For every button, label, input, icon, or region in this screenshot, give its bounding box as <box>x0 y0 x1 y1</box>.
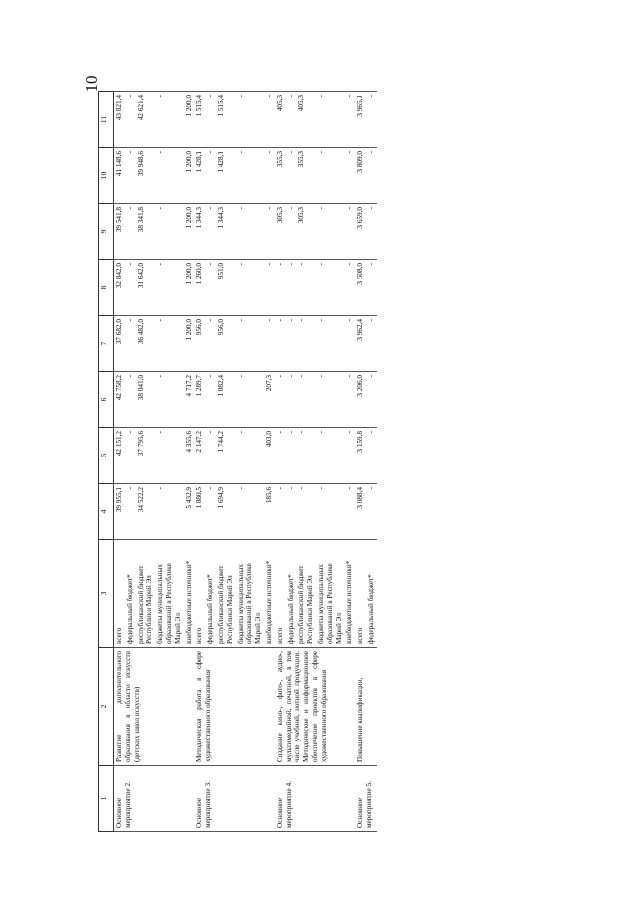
amount-cell: - <box>296 484 316 540</box>
funding-source-cell: республиканский бюджет Республики Марий Эл <box>216 540 236 648</box>
amount-cell: - <box>236 484 264 540</box>
amount-cell: - <box>155 316 183 372</box>
amount-cell: - <box>155 260 183 316</box>
funding-source-cell: федеральный бюджет* <box>366 540 377 648</box>
amount-cell: - <box>286 260 297 316</box>
amount-cell: - <box>205 372 216 428</box>
amount-cell: 3 159,8 <box>355 428 366 484</box>
amount-cell: - <box>275 428 286 484</box>
funding-source-cell: федеральный бюджет* <box>286 540 297 648</box>
amount-cell: 42 758,2 <box>114 372 125 428</box>
amount-cell: - <box>366 484 377 540</box>
amount-cell: - <box>316 372 344 428</box>
amount-cell: 355,3 <box>296 148 316 204</box>
column-header: 7 <box>99 316 114 372</box>
column-header: 4 <box>99 484 114 540</box>
amount-cell: - <box>155 92 183 148</box>
amount-cell: 956,0 <box>194 316 205 372</box>
amount-cell: - <box>205 428 216 484</box>
amount-cell: 2 147,2 <box>194 428 205 484</box>
amount-cell: 41 148,6 <box>114 148 125 204</box>
funding-source-cell: внебюджетные источники* <box>264 540 275 648</box>
amount-cell: - <box>236 316 264 372</box>
column-header: 6 <box>99 372 114 428</box>
amount-cell: - <box>236 260 264 316</box>
amount-cell: - <box>264 92 275 148</box>
amount-cell: 5 432,9 <box>184 484 195 540</box>
amount-cell: 34 522,2 <box>136 484 156 540</box>
amount-cell: 1 200,0 <box>184 204 195 260</box>
amount-cell: 42 151,2 <box>114 428 125 484</box>
amount-cell: - <box>275 484 286 540</box>
column-header: 10 <box>99 148 114 204</box>
amount-cell: 403,0 <box>264 428 275 484</box>
amount-cell: - <box>205 92 216 148</box>
column-header: 8 <box>99 260 114 316</box>
amount-cell: - <box>264 260 275 316</box>
funding-source-cell: федеральный бюджет* <box>125 540 136 648</box>
amount-cell: 3 809,0 <box>355 148 366 204</box>
amount-cell: - <box>155 428 183 484</box>
amount-cell: - <box>155 372 183 428</box>
table-row <box>114 92 125 832</box>
funding-source-cell: бюджеты муниципальных образований в Республике Марий Эл <box>316 540 344 648</box>
amount-cell: 405,3 <box>275 92 286 148</box>
amount-cell: - <box>125 316 136 372</box>
column-header: 1 <box>99 766 114 832</box>
amount-cell: 1 428,1 <box>216 148 236 204</box>
amount-cell: - <box>296 260 316 316</box>
amount-cell: - <box>344 92 355 148</box>
amount-cell: - <box>205 148 216 204</box>
amount-cell: 1 744,2 <box>216 428 236 484</box>
amount-cell: 31 642,0 <box>136 260 156 316</box>
amount-cell: 3 206,0 <box>355 372 366 428</box>
amount-cell: 38 041,0 <box>136 372 156 428</box>
amount-cell: - <box>316 92 344 148</box>
description-cell: Развитие дополнительного образования в области искусств (детских школ искусств) <box>114 648 195 766</box>
amount-cell: 956,0 <box>216 316 236 372</box>
amount-cell: 305,3 <box>296 204 316 260</box>
amount-cell: - <box>286 204 297 260</box>
amount-cell: 3 659,0 <box>355 204 366 260</box>
amount-cell: 4 717,2 <box>184 372 195 428</box>
column-header: 3 <box>99 540 114 648</box>
amount-cell: - <box>316 484 344 540</box>
amount-cell: - <box>316 316 344 372</box>
amount-cell: - <box>236 204 264 260</box>
amount-cell: - <box>296 316 316 372</box>
amount-cell: - <box>286 92 297 148</box>
amount-cell: 1 200,0 <box>184 92 195 148</box>
amount-cell: 355,3 <box>275 148 286 204</box>
amount-cell: - <box>296 428 316 484</box>
funding-source-cell: всего <box>194 540 205 648</box>
amount-cell: - <box>366 92 377 148</box>
amount-cell: - <box>316 260 344 316</box>
amount-cell: - <box>344 204 355 260</box>
amount-cell: - <box>296 372 316 428</box>
amount-cell: - <box>286 316 297 372</box>
table-row <box>275 92 286 832</box>
amount-cell: - <box>236 148 264 204</box>
amount-cell: - <box>125 428 136 484</box>
amount-cell: - <box>125 204 136 260</box>
amount-cell: - <box>366 204 377 260</box>
amount-cell: 1 200,0 <box>184 260 195 316</box>
table-row <box>194 92 205 832</box>
column-header: 11 <box>99 92 114 148</box>
amount-cell: - <box>344 148 355 204</box>
amount-cell: - <box>205 260 216 316</box>
description-cell: Повышение квалификации, <box>355 648 377 766</box>
funding-source-cell: бюджеты муниципальных образований в Республике Марий Эл <box>236 540 264 648</box>
amount-cell: - <box>366 428 377 484</box>
funding-source-cell: республиканский бюджет Республики Марий Эл <box>136 540 156 648</box>
amount-cell: 1 428,1 <box>194 148 205 204</box>
amount-cell: - <box>236 428 264 484</box>
amount-cell: - <box>286 372 297 428</box>
amount-cell: - <box>155 484 183 540</box>
amount-cell: - <box>316 204 344 260</box>
amount-cell: 1 200,0 <box>184 316 195 372</box>
amount-cell: - <box>366 148 377 204</box>
amount-cell: - <box>236 372 264 428</box>
amount-cell: 43 821,4 <box>114 92 125 148</box>
amount-cell: 207,3 <box>264 372 275 428</box>
amount-cell: 39 541,8 <box>114 204 125 260</box>
measure-cell: Основное мероприятие 4. <box>275 766 355 832</box>
amount-cell: - <box>366 372 377 428</box>
amount-cell: 405,3 <box>296 92 316 148</box>
amount-cell: 3 508,0 <box>355 260 366 316</box>
amount-cell: - <box>125 92 136 148</box>
amount-cell: 1 082,4 <box>216 372 236 428</box>
rotated-table-area <box>98 92 582 832</box>
amount-cell: 1 260,0 <box>194 260 205 316</box>
amount-cell: - <box>286 148 297 204</box>
column-header: 5 <box>99 428 114 484</box>
amount-cell: - <box>344 484 355 540</box>
amount-cell: - <box>125 148 136 204</box>
amount-cell: - <box>286 428 297 484</box>
amount-cell: - <box>205 316 216 372</box>
amount-cell: - <box>125 260 136 316</box>
amount-cell: 1 515,4 <box>194 92 205 148</box>
amount-cell: - <box>344 260 355 316</box>
amount-cell: 37 795,6 <box>136 428 156 484</box>
amount-cell: 39 955,1 <box>114 484 125 540</box>
amount-cell: - <box>316 148 344 204</box>
amount-cell: - <box>155 204 183 260</box>
amount-cell: 3 088,4 <box>355 484 366 540</box>
amount-cell: - <box>275 260 286 316</box>
amount-cell: - <box>264 148 275 204</box>
amount-cell: - <box>155 148 183 204</box>
amount-cell: 39 948,6 <box>136 148 156 204</box>
amount-cell: - <box>236 92 264 148</box>
description-cell: Создание кино-, фото-, аудио-, мультимедийной, печатной, в том числе учебной, нотной продукции. Методическое и информационное обеспечение проектов в сфере художественного образования <box>275 648 355 766</box>
measure-cell: Основное мероприятие 5. <box>355 766 377 832</box>
amount-cell: 1 344,3 <box>194 204 205 260</box>
amount-cell: - <box>286 484 297 540</box>
description-cell: Методическая работа в сфере художественного образования <box>194 648 274 766</box>
funding-source-cell: бюджеты муниципальных образований в Республике Марий Эл <box>155 540 183 648</box>
amount-cell: 42 621,4 <box>136 92 156 148</box>
amount-cell: 1 289,7 <box>194 372 205 428</box>
amount-cell: 1 515,4 <box>216 92 236 148</box>
funding-source-cell: всего <box>275 540 286 648</box>
amount-cell: 1 344,3 <box>216 204 236 260</box>
amount-cell: - <box>366 316 377 372</box>
amount-cell: 3 965,1 <box>355 92 366 148</box>
amount-cell: - <box>275 372 286 428</box>
amount-cell: - <box>344 428 355 484</box>
amount-cell: - <box>264 316 275 372</box>
funding-source-cell: внебюджетные источники* <box>184 540 195 648</box>
funding-source-cell: внебюджетные источники* <box>344 540 355 648</box>
amount-cell: - <box>316 428 344 484</box>
amount-cell: - <box>125 484 136 540</box>
measure-cell: Основное мероприятие 3. <box>194 766 274 832</box>
page-number: 10 <box>82 75 101 93</box>
amount-cell: 36 482,0 <box>136 316 156 372</box>
amount-cell: - <box>125 372 136 428</box>
funding-source-cell: федеральный бюджет* <box>205 540 216 648</box>
funding-source-cell: всего <box>355 540 366 648</box>
amount-cell: 305,3 <box>275 204 286 260</box>
amount-cell: - <box>344 372 355 428</box>
amount-cell: - <box>205 484 216 540</box>
measure-cell: Основное мероприятие 2. <box>114 766 195 832</box>
amount-cell: - <box>205 204 216 260</box>
amount-cell: - <box>366 260 377 316</box>
funding-source-cell: республиканский бюджет Республики Марий Эл <box>296 540 316 648</box>
amount-cell: 1 880,5 <box>194 484 205 540</box>
amount-cell: 3 962,4 <box>355 316 366 372</box>
funding-source-cell: всего <box>114 540 125 648</box>
amount-cell: 4 355,6 <box>184 428 195 484</box>
amount-cell: 185,6 <box>264 484 275 540</box>
amount-cell: - <box>344 316 355 372</box>
amount-cell: - <box>264 204 275 260</box>
amount-cell: 1 694,9 <box>216 484 236 540</box>
amount-cell: 32 842,0 <box>114 260 125 316</box>
column-header: 9 <box>99 204 114 260</box>
amount-cell: 38 341,8 <box>136 204 156 260</box>
funding-table <box>98 91 377 832</box>
table-body <box>114 92 377 832</box>
header-row <box>99 92 114 832</box>
table-row <box>355 92 366 832</box>
amount-cell: 37 682,0 <box>114 316 125 372</box>
column-header: 2 <box>99 648 114 766</box>
amount-cell: 1 200,0 <box>184 148 195 204</box>
amount-cell: 951,0 <box>216 260 236 316</box>
amount-cell: - <box>275 316 286 372</box>
